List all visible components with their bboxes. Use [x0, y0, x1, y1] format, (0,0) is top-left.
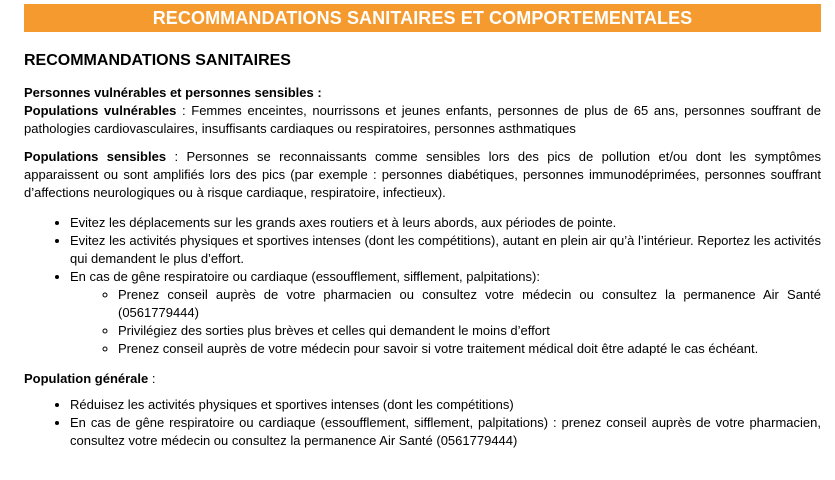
vulnerable-text: : Femmes enceintes, nourrissons et jeunes enfants, personnes de plus de 65 ans, personnes souffrant de pathologies cardiovasculaires, insuffisants cardiaques ou respiratoires, personnes asthmatiques — [24, 103, 821, 136]
general-heading — [24, 370, 821, 388]
list-item: • En cas de gêne respiratoire ou cardiaque (essoufflement, sifflement, palpitations) : prenez conseil auprès de votre pharmacien, consultez votre médecin ou consultez la permanence Air Santé (0561779444) — [70, 414, 821, 450]
general-suffix: : — [148, 371, 156, 386]
list-item: ◦ Prenez conseil auprès de votre pharmacien ou consultez votre médecin ou consultez la permanence Air Santé (0561779444) — [118, 286, 821, 322]
section-title: RECOMMANDATIONS SANITAIRES — [24, 52, 291, 69]
general-recommendations-list — [24, 396, 821, 450]
list-item: • En cas de gêne respiratoire ou cardiaque (essoufflement, sifflement, palpitations): ◦ Prenez conseil auprès de votre pharmacien ou consultez votre médecin ou consultez la permanence Air Santé (0561779444) ◦ Privilégiez des sorties plus brèves et celles qui demandent le moins d’effort ◦ Prenez conseil auprès de votre médecin pour savoir si votre traitement médical doit être adapté le cas échéant. — [70, 268, 821, 358]
vulnerable-heading: Personnes vulnérables et personnes sensibles : — [24, 85, 322, 100]
list-item: • Evitez les déplacements sur les grands axes routiers et à leurs abords, aux périodes de pointe. — [70, 214, 821, 232]
general-label: Population générale — [24, 371, 149, 386]
vulnerable-paragraph — [24, 102, 821, 138]
sensitive-text: : Personnes se reconnaissants comme sensibles lors des pics de pollution et/ou dont les symptômes apparaissent ou sont amplifiés lors des pics (par exemple : personnes diabétiques, personnes immunodéprimées, personnes souffrant d’affections neurologiques ou à risque cardiaque, respiratoire, infectieux). — [24, 149, 821, 200]
sensitive-paragraph — [24, 148, 821, 202]
list-item: • Evitez les activités physiques et sportives intenses (dont les compétitions), autant en plein air qu’à l’intérieur. Reportez les activités qui demandent le plus d’effort. — [70, 232, 821, 268]
recommendations-content — [24, 50, 821, 450]
vulnerable-label: Populations vulnérables — [24, 103, 177, 118]
sensitive-label: Populations sensibles — [24, 149, 167, 164]
list-item: ◦ Privilégiez des sorties plus brèves et celles qui demandent le moins d’effort — [118, 322, 821, 340]
section-banner: RECOMMANDATIONS SANITAIRES ET COMPORTEMENTALES — [24, 4, 821, 32]
list-item: • Réduisez les activités physiques et sportives intenses (dont les compétitions) — [70, 396, 821, 414]
sensitive-recommendations-list — [24, 214, 821, 358]
list-item: ◦ Prenez conseil auprès de votre médecin pour savoir si votre traitement médical doit être adapté le cas échéant. — [118, 340, 821, 358]
sensitive-sublist — [70, 286, 821, 358]
